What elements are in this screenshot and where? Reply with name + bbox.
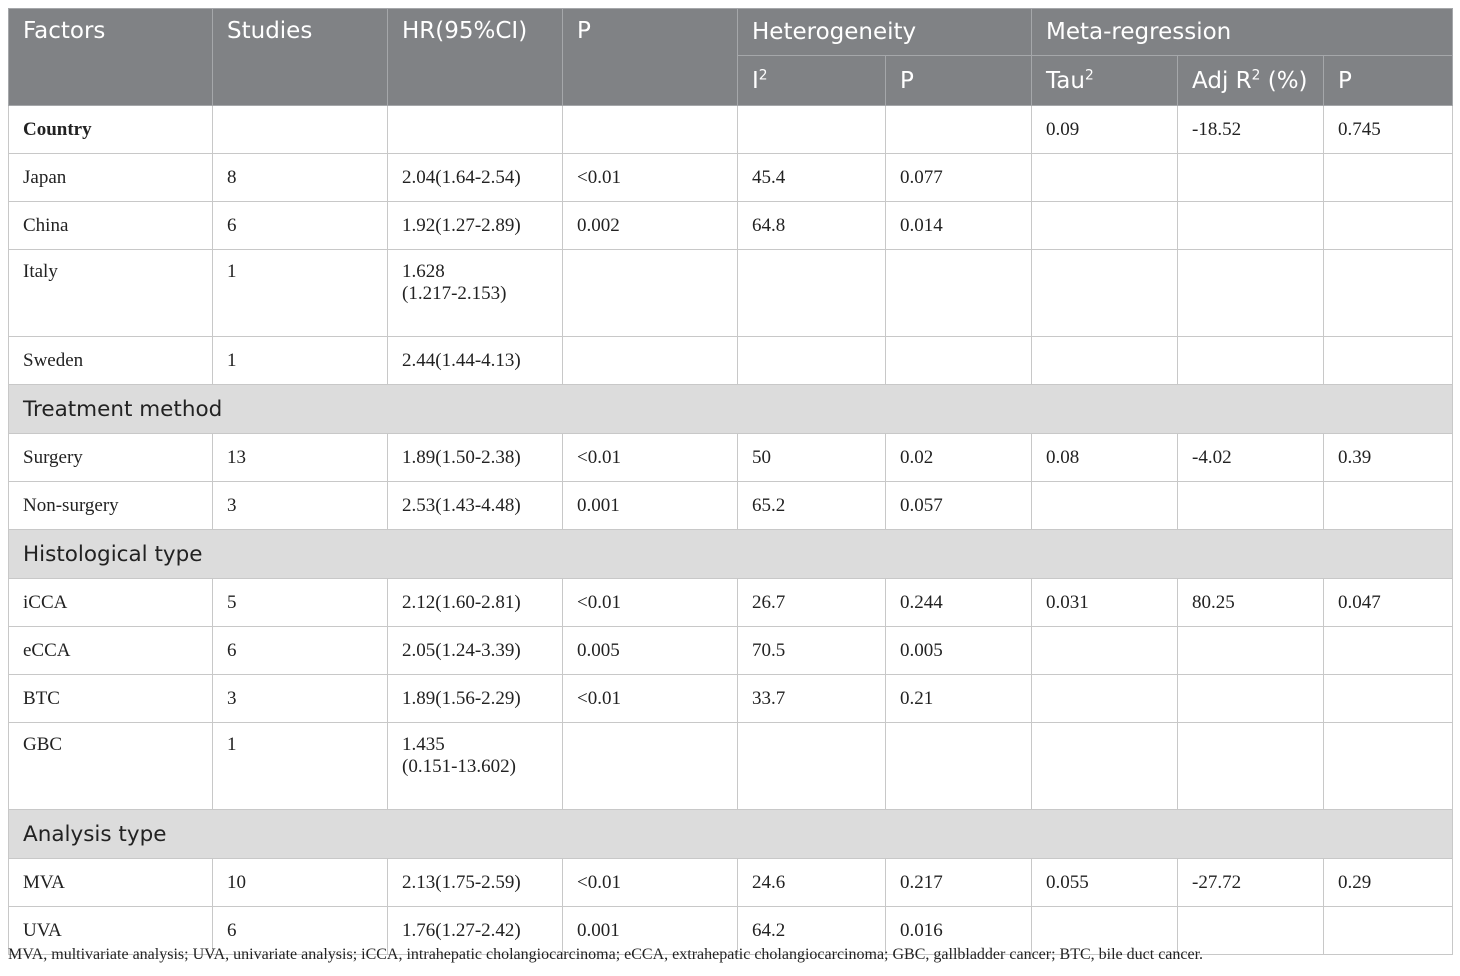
cell-tau2 [1032,337,1178,385]
cell-studies: 13 [213,434,388,482]
cell-hr-interval: (0.151-13.602) [402,756,516,777]
section-row-treatment-method [9,385,1453,434]
cell-i2: 64.2 [738,907,886,955]
cell-studies: 5 [213,579,388,627]
cell-p [563,250,738,337]
cell-tau2 [1032,723,1178,810]
cell-meta-p [1324,250,1453,337]
cell-adj-r2 [1178,154,1324,202]
section-label: Analysis type [9,810,1453,859]
cell-het-p [886,723,1032,810]
cell-p: <0.01 [563,579,738,627]
cell-hr: 2.12(1.60-2.81) [388,579,563,627]
cell-factor: MVA [9,859,213,907]
cell-tau2 [1032,154,1178,202]
cell-het-p: 0.21 [886,675,1032,723]
cell-adj-r2 [1178,250,1324,337]
col-adj-r2: Adj $R^2$ (%) [1178,56,1324,106]
cell-het-p: 0.244 [886,579,1032,627]
cell-factor: Country [9,106,213,154]
cell-adj-r2 [1178,627,1324,675]
table-row-italy [9,250,1453,337]
results-table-container [8,8,1452,955]
cell-factor: Italy [9,250,213,337]
table-row-icca [9,579,1453,627]
cell-i2: 33.7 [738,675,886,723]
cell-i2: 50 [738,434,886,482]
table-row-country [9,106,1453,154]
cell-hr: 2.04(1.64-2.54) [388,154,563,202]
cell-factor: Surgery [9,434,213,482]
cell-hr: 1.92(1.27-2.89) [388,202,563,250]
cell-hr: 2.13(1.75-2.59) [388,859,563,907]
cell-studies: 6 [213,202,388,250]
cell-meta-p [1324,482,1453,530]
cell-p: 0.002 [563,202,738,250]
cell-meta-p [1324,337,1453,385]
col-p: P [563,9,738,106]
cell-het-p: 0.057 [886,482,1032,530]
col-hr: HR(95%CI) [388,9,563,106]
cell-hr: 2.53(1.43-4.48) [388,482,563,530]
cell-adj-r2: -18.52 [1178,106,1324,154]
col-tau2: Tau$^2$ [1032,56,1178,106]
cell-tau2: 0.055 [1032,859,1178,907]
cell-studies: 6 [213,627,388,675]
cell-p [563,106,738,154]
cell-factor: Non-surgery [9,482,213,530]
section-row-analysis-type [9,810,1453,859]
table-row-mva [9,859,1453,907]
cell-factor: Japan [9,154,213,202]
cell-adj-r2: -27.72 [1178,859,1324,907]
section-row-histological-type [9,530,1453,579]
cell-studies: 10 [213,859,388,907]
cell-het-p [886,250,1032,337]
cell-i2 [738,106,886,154]
cell-het-p [886,106,1032,154]
cell-adj-r2 [1178,202,1324,250]
cell-adj-r2: 80.25 [1178,579,1324,627]
cell-het-p [886,337,1032,385]
cell-studies: 6 [213,907,388,955]
cell-p: 0.001 [563,907,738,955]
cell-adj-r2 [1178,482,1324,530]
table-row-gbc [9,723,1453,810]
cell-meta-p: 0.29 [1324,859,1453,907]
cell-i2 [738,337,886,385]
table-row-china [9,202,1453,250]
cell-studies: 1 [213,723,388,810]
cell-studies: 1 [213,250,388,337]
table-footnote: MVA, multivariate analysis; UVA, univariate analysis; iCCA, intrahepatic cholangiocarcinoma; eCCA, extrahepatic cholangiocarcinoma; GBC, gallbladder cancer; BTC, bile duct cancer. [8,946,1204,963]
col-group-meta-regression: Meta-regression [1032,9,1453,56]
cell-hr: 1.89(1.56-2.29) [388,675,563,723]
cell-het-p: 0.02 [886,434,1032,482]
cell-tau2 [1032,627,1178,675]
cell-hr [388,723,563,810]
cell-factor: UVA [9,907,213,955]
section-label: Treatment method [9,385,1453,434]
section-label: Histological type [9,530,1453,579]
cell-hr: 1.76(1.27-2.42) [388,907,563,955]
table-header [9,9,1453,106]
cell-hr-interval: (1.217-2.153) [402,283,507,304]
cell-i2 [738,250,886,337]
cell-studies [213,106,388,154]
cell-factor: GBC [9,723,213,810]
table-row-sweden [9,337,1453,385]
cell-i2: 65.2 [738,482,886,530]
cell-hr: 1.89(1.50-2.38) [388,434,563,482]
cell-tau2: 0.09 [1032,106,1178,154]
cell-het-p: 0.014 [886,202,1032,250]
table-row-surgery [9,434,1453,482]
cell-factor: China [9,202,213,250]
cell-het-p: 0.077 [886,154,1032,202]
cell-hr [388,250,563,337]
cell-i2: 70.5 [738,627,886,675]
cell-p: <0.01 [563,859,738,907]
cell-p [563,723,738,810]
cell-studies: 3 [213,675,388,723]
cell-p: <0.01 [563,434,738,482]
cell-hr: 2.05(1.24-3.39) [388,627,563,675]
col-group-heterogeneity: Heterogeneity [738,9,1032,56]
cell-hr-estimate: 1.628 [402,261,445,282]
col-het-p: P [886,56,1032,106]
cell-meta-p: 0.39 [1324,434,1453,482]
cell-p [563,337,738,385]
cell-meta-p: 0.745 [1324,106,1453,154]
cell-adj-r2: -4.02 [1178,434,1324,482]
cell-p: <0.01 [563,675,738,723]
cell-meta-p [1324,202,1453,250]
cell-factor: eCCA [9,627,213,675]
cell-factor: iCCA [9,579,213,627]
cell-p: <0.01 [563,154,738,202]
cell-i2: 64.8 [738,202,886,250]
cell-het-p: 0.016 [886,907,1032,955]
table-row-btc [9,675,1453,723]
cell-meta-p [1324,154,1453,202]
cell-hr: 2.44(1.44-4.13) [388,337,563,385]
cell-het-p: 0.005 [886,627,1032,675]
cell-studies: 3 [213,482,388,530]
cell-tau2 [1032,202,1178,250]
cell-tau2 [1032,250,1178,337]
cell-p: 0.001 [563,482,738,530]
cell-meta-p: 0.047 [1324,579,1453,627]
cell-p: 0.005 [563,627,738,675]
cell-hr-estimate: 1.435 [402,734,445,755]
cell-tau2: 0.08 [1032,434,1178,482]
cell-i2: 24.6 [738,859,886,907]
cell-i2: 26.7 [738,579,886,627]
cell-meta-p [1324,627,1453,675]
table-row-japan [9,154,1453,202]
cell-tau2 [1032,675,1178,723]
cell-tau2 [1032,482,1178,530]
subgroup-analysis-table [8,8,1453,955]
col-i2: $I^2$ [738,56,886,106]
cell-tau2: 0.031 [1032,579,1178,627]
table-row-non-surgery [9,482,1453,530]
table-body [9,106,1453,955]
cell-het-p: 0.217 [886,859,1032,907]
col-meta-p: P [1324,56,1453,106]
col-factors: Factors [9,9,213,106]
cell-i2 [738,723,886,810]
cell-meta-p [1324,675,1453,723]
col-studies: Studies [213,9,388,106]
cell-hr [388,106,563,154]
cell-i2: 45.4 [738,154,886,202]
cell-factor: Sweden [9,337,213,385]
cell-adj-r2 [1178,337,1324,385]
cell-studies: 8 [213,154,388,202]
cell-adj-r2 [1178,723,1324,810]
table-row-ecca [9,627,1453,675]
cell-meta-p [1324,723,1453,810]
cell-studies: 1 [213,337,388,385]
cell-factor: BTC [9,675,213,723]
cell-adj-r2 [1178,675,1324,723]
